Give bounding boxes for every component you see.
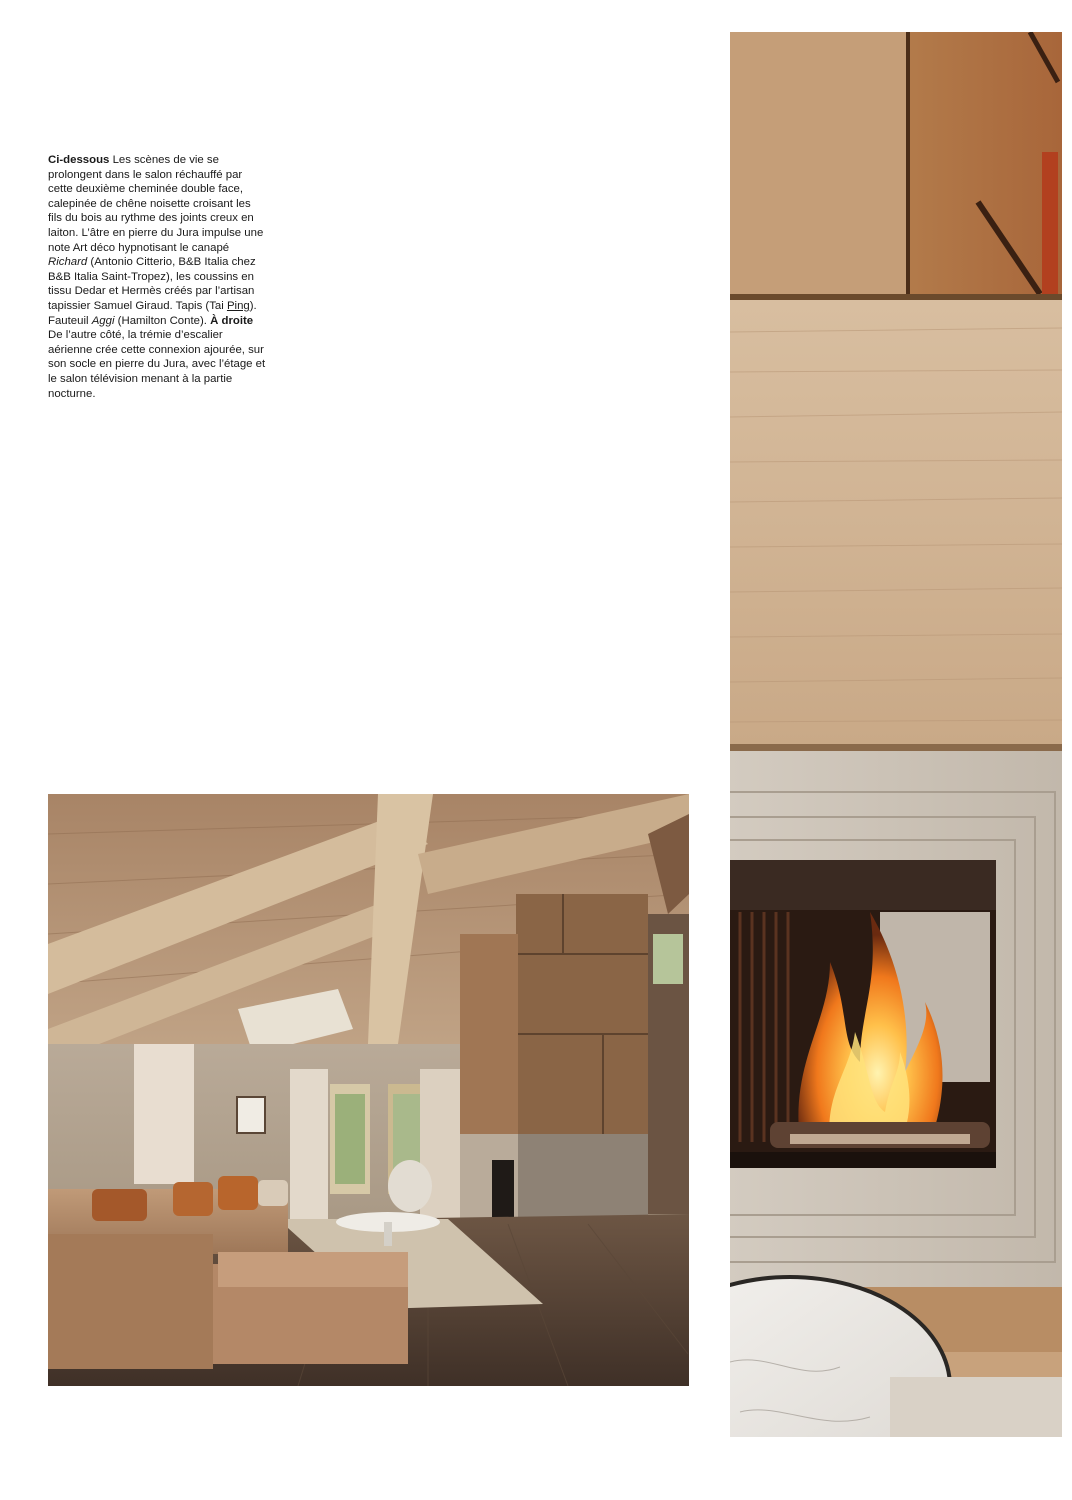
caption-text-3: ). Fauteuil bbox=[48, 299, 257, 327]
caption-text-2: (Antonio Citterio, B&B Italia chez B&B Italia Saint-Tropez), les coussins en tissu Dedar et Hermès créés par l’artisan tapissier Samuel Giraud. Tapis (Tai bbox=[48, 256, 256, 312]
living-room-illustration bbox=[48, 794, 689, 1386]
caption-text-5: De l’autre côté, la trémie d’escalier aérienne crée cette connexion ajourée, sur son socle en pierre du Jura, avec l’étage et le salon télévision menant à la partie nocturne. bbox=[48, 329, 266, 400]
fireplace-photo bbox=[730, 32, 1062, 1437]
caption-chair-name: Aggi bbox=[91, 314, 115, 327]
caption-lead-right: À droite bbox=[210, 314, 254, 327]
caption-lead-below: Ci-dessous bbox=[48, 154, 110, 166]
caption-text-1: Les scènes de vie se prolongent dans le salon réchauffé par cette deuxième cheminée double face, calepinée de chêne noisette croisant les fils du bois au rythme des joints creux en laiton. L’âtre en pierre du Jura impulse une note Art déco hypnotisant le canapé bbox=[48, 154, 264, 254]
caption-sofa-name: Richard bbox=[48, 256, 88, 269]
fireplace-illustration bbox=[730, 32, 1062, 1437]
living-room-photo bbox=[48, 794, 689, 1386]
caption-text-4: (Hamilton Conte). bbox=[114, 314, 211, 327]
photo-caption bbox=[48, 153, 266, 401]
caption-ping: Ping bbox=[226, 299, 250, 312]
